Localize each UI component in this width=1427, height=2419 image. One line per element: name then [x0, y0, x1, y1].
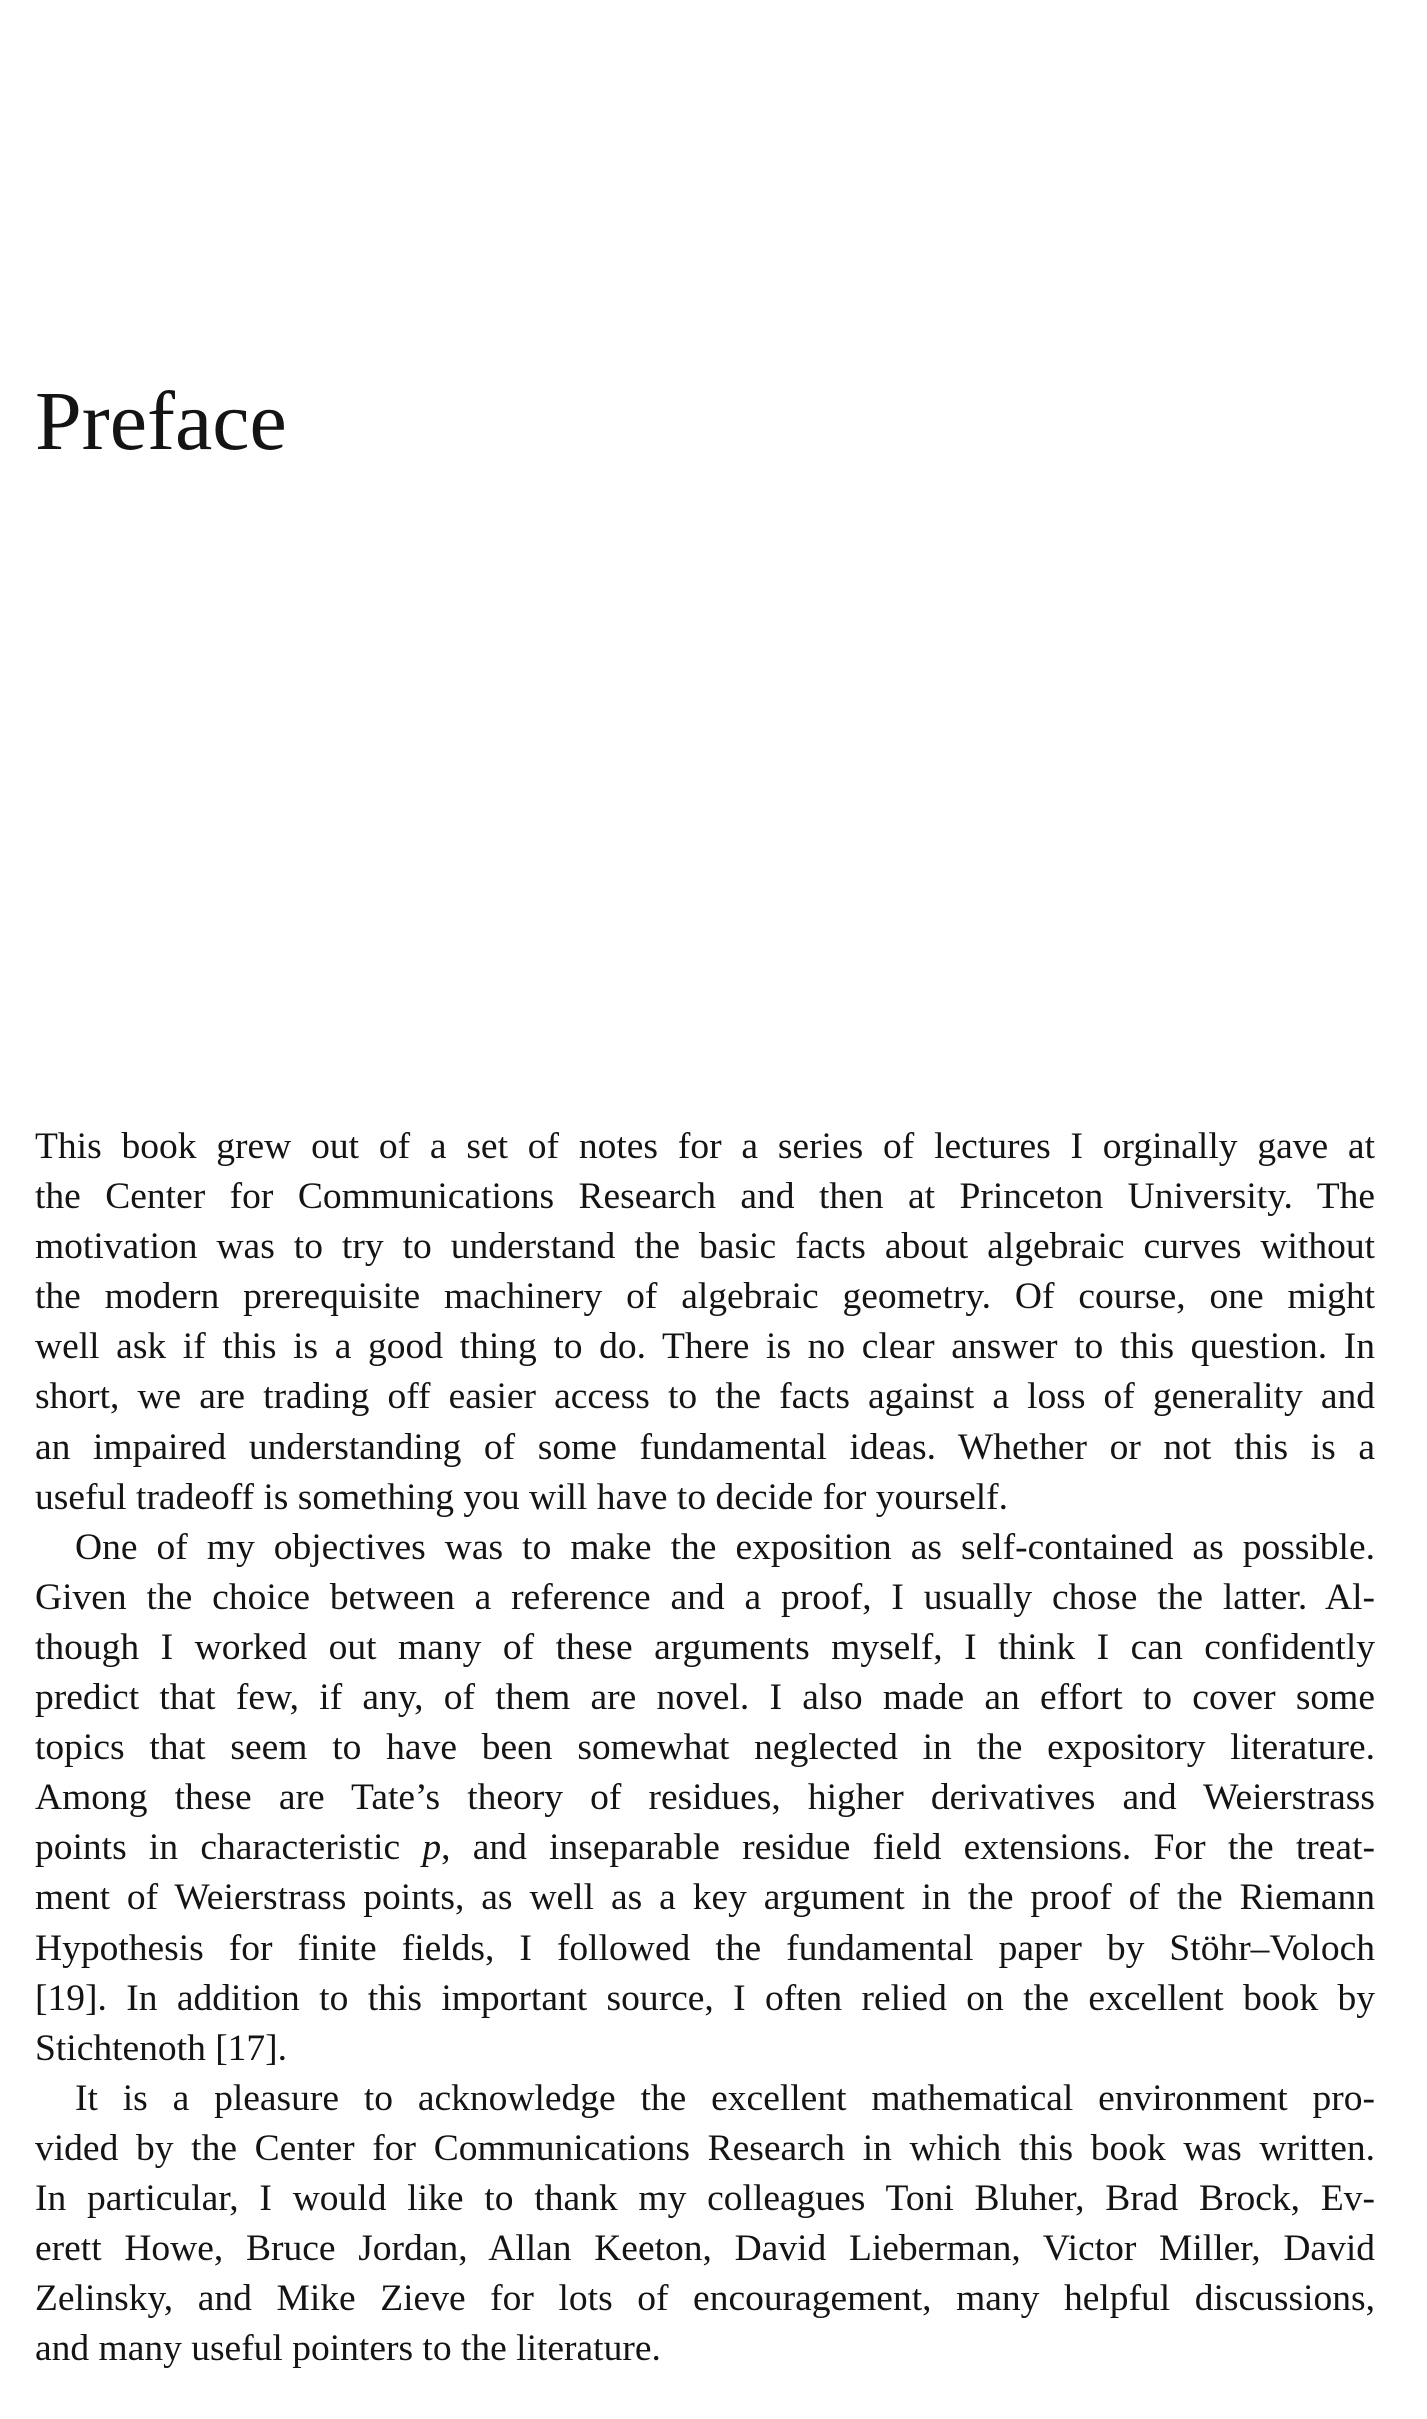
- text-line: predict that few, if any, of them are novel. I also made an effort to cover some: [35, 1677, 1375, 1719]
- text-line: useful tradeoff is something you will have to decide for yourself.: [35, 1476, 1009, 1518]
- text-line: an impaired understanding of some fundamental ideas. Whether or not this is a: [35, 1426, 1375, 1468]
- text-line: motivation was to try to understand the basic facts about algebraic curves without: [35, 1226, 1375, 1268]
- text-line: Stichtenoth [17].: [35, 2027, 288, 2069]
- text-line: erett Howe, Bruce Jordan, Allan Keeton, David Lieberman, Victor Miller, David: [35, 2228, 1375, 2270]
- text-line: and many useful pointers to the literature.: [35, 2328, 661, 2370]
- text-line: This book grew out of a set of notes for a series of lectures I orginally gave at: [35, 1126, 1375, 1167]
- text-line: One of my objectives was to make the exposition as self-contained as possible.: [75, 1526, 1375, 1568]
- text-line: Given the choice between a reference and a proof, I usually chose the latter. Al-: [35, 1576, 1375, 1618]
- text-line: though I worked out many of these arguments myself, I think I can confidently: [35, 1626, 1375, 1668]
- text-line: vided by the Center for Communications Research in which this book was written.: [35, 2127, 1375, 2169]
- chapter-title: Preface: [35, 375, 287, 468]
- text-line: the modern prerequisite machinery of algebraic geometry. Of course, one might: [35, 1276, 1375, 1318]
- text-line: In particular, I would like to thank my colleagues Toni Bluher, Brad Brock, Ev-: [35, 2177, 1375, 2219]
- paragraph-1: [35, 1122, 1375, 1523]
- text-line: short, we are trading off easier access to the facts against a loss of generality and: [35, 1376, 1375, 1418]
- preface-body: [35, 1122, 1375, 2374]
- text-line: [19]. In addition to this important source, I often relied on the excellent book by: [35, 1977, 1375, 2019]
- text-line: Hypothesis for finite fields, I followed the fundamental paper by Stöhr–Voloch: [35, 1927, 1375, 1969]
- text-line: ment of Weierstrass points, as well as a key argument in the proof of the Riemann: [35, 1877, 1375, 1919]
- text-line: points in characteristic p, and inseparable residue field extensions. For the treat-: [35, 1827, 1375, 1869]
- text-line: Among these are Tate’s theory of residues, higher derivatives and Weierstrass: [35, 1777, 1375, 1819]
- text-line: It is a pleasure to acknowledge the excellent mathematical environment pro-: [75, 2077, 1375, 2119]
- paragraph-3: [35, 2074, 1375, 2375]
- text-line: well ask if this is a good thing to do. There is no clear answer to this question. In: [35, 1326, 1375, 1368]
- text-line: topics that seem to have been somewhat neglected in the expository literature.: [35, 1727, 1375, 1769]
- text-line: Zelinsky, and Mike Zieve for lots of encouragement, many helpful discussions,: [35, 2278, 1375, 2320]
- paragraph-2: [35, 1523, 1375, 2074]
- text-line: the Center for Communications Research and then at Princeton University. The: [35, 1176, 1375, 1218]
